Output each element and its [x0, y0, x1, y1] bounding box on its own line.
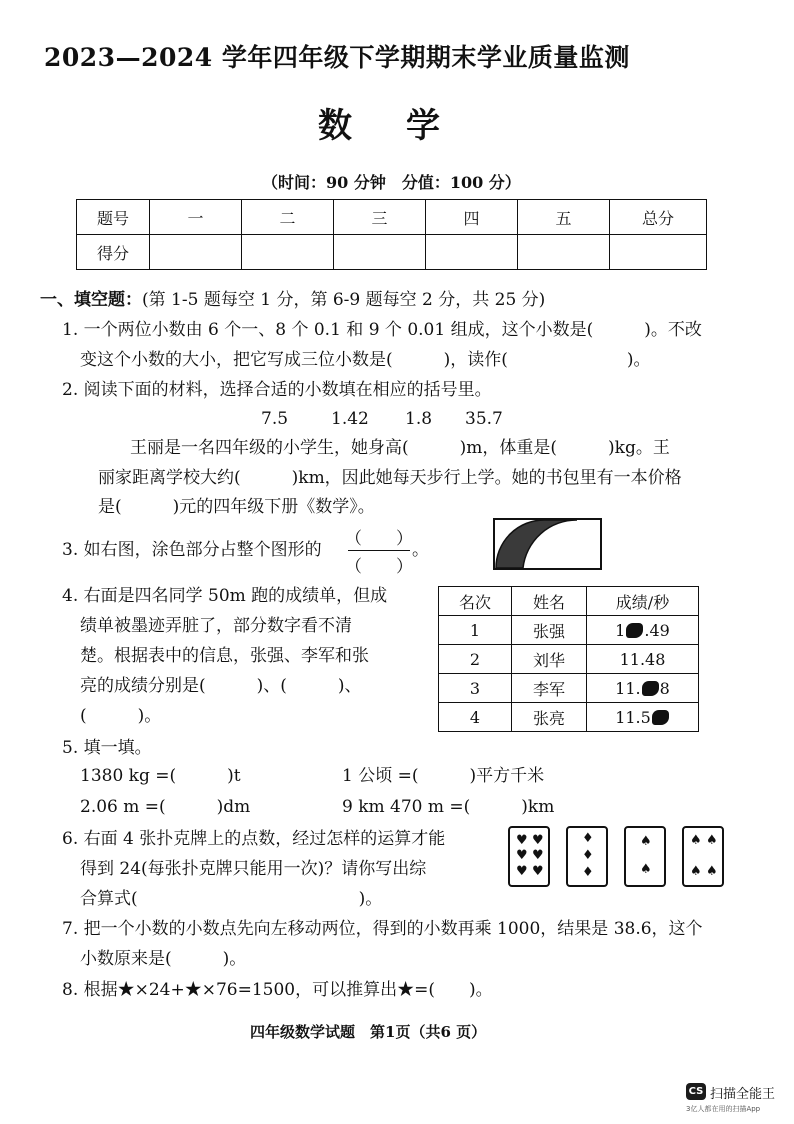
race-time-visible: .49	[644, 620, 670, 640]
ink-blot	[626, 623, 643, 638]
spade-icon: ♠	[690, 833, 702, 848]
conversion-item: 9 km 470 m =( )km	[342, 797, 555, 817]
scanner-logo-icon: CS	[686, 1083, 706, 1100]
race-time	[587, 616, 699, 645]
question-4-line: 4. 右面是四名同学 50m 跑的成绩单，但成	[62, 586, 388, 606]
race-time-visible: 1	[615, 620, 626, 640]
score-table-score-row	[77, 235, 707, 270]
question-1-line-1: 1. 一个两位小数由 6 个一、8 个 0.1 和 9 个 0.01 组成，这个小数是( )。不改	[62, 320, 702, 340]
section-heading	[40, 290, 545, 310]
fraction-answer	[344, 524, 414, 577]
question-2-prompt: 2. 阅读下面的材料，选择合适的小数填在相应的括号里。	[62, 380, 492, 400]
race-header-cell: 姓名	[512, 587, 587, 616]
question-6-line: 6. 右面 4 张扑克牌上的点数，经过怎样的运算才能	[62, 829, 446, 849]
score-cell	[518, 235, 610, 270]
score-cell	[150, 235, 242, 270]
question-2-passage-line: 王丽是一名四年级的小学生，她身高( )m，体重是( )kg。王	[130, 438, 670, 458]
question-4-line: ( )。	[80, 706, 162, 726]
score-cell	[610, 235, 707, 270]
score-cell	[334, 235, 426, 270]
spade-icon: ♠	[706, 833, 718, 848]
question-3-prompt: 3. 如右图，涂色部分占整个图形的	[62, 540, 322, 560]
question-3-end: 。	[412, 540, 429, 560]
race-rank: 2	[439, 645, 512, 674]
race-time	[587, 674, 699, 703]
heart-icon: ♥	[516, 833, 528, 848]
decimal-option: 1.42	[331, 409, 369, 429]
page-footer: 四年级数学试题 第1页（共6 页）	[250, 1023, 487, 1041]
race-results-table	[438, 586, 699, 732]
spade-icon: ♠	[690, 864, 702, 879]
race-table-row	[439, 703, 699, 732]
question-4-line: 楚。根据表中的信息，张强、李军和张	[80, 646, 369, 666]
race-time-visible: 8	[659, 678, 670, 698]
question-5-heading: 5. 填一填。	[62, 738, 152, 758]
question-4-line: 亮的成绩分别是( )、( )、	[80, 676, 362, 696]
fraction-bar	[348, 550, 410, 551]
conversion-item: 1380 kg =( )t	[80, 766, 241, 786]
question-8-line: 8. 根据★×24+★×76=1500，可以推算出★=( )。	[62, 980, 493, 1000]
heart-icon: ♥	[532, 864, 544, 879]
ink-blot	[642, 681, 659, 696]
score-table-header-row	[77, 200, 707, 235]
question-6-line: 合算式( )。	[80, 889, 383, 909]
race-rank: 1	[439, 616, 512, 645]
exam-duration: （时间：90 分钟 分值：100 分）	[262, 173, 521, 192]
heart-icon: ♥	[532, 848, 544, 863]
score-table	[76, 199, 707, 270]
exam-title: 2023—2024 学年四年级下学期期末学业质量监测	[44, 43, 630, 72]
race-name: 张亮	[512, 703, 587, 732]
subject-title: 数学	[318, 106, 494, 146]
playing-card-four	[682, 826, 724, 887]
score-cell	[242, 235, 334, 270]
question-2-passage-line: 是( )元的四年级下册《数学》。	[98, 497, 375, 517]
playing-card-two	[624, 826, 666, 887]
race-table-header	[439, 587, 699, 616]
race-rank: 3	[439, 674, 512, 703]
spade-icon: ♠	[640, 862, 652, 877]
score-cell	[426, 235, 518, 270]
race-time	[587, 703, 699, 732]
shaded-figure	[493, 518, 602, 570]
score-header-cell: 二	[242, 200, 334, 235]
heart-icon: ♥	[516, 848, 528, 863]
section-title: 一、填空题：	[40, 290, 142, 310]
diamond-icon: ♦	[582, 831, 594, 846]
decimal-option: 1.8	[405, 409, 433, 429]
race-table-row	[439, 674, 699, 703]
race-header-cell: 成绩/秒	[587, 587, 699, 616]
score-header-cell: 总分	[610, 200, 707, 235]
question-6-line: 得到 24(每张扑克牌只能用一次)？请你写出综	[80, 859, 427, 879]
fraction-numerator: （ ）	[345, 529, 413, 549]
race-name: 张强	[512, 616, 587, 645]
heart-icon: ♥	[516, 864, 528, 879]
fraction-denominator: （ ）	[345, 557, 413, 577]
diamond-icon: ♦	[582, 848, 594, 863]
playing-card-three	[566, 826, 608, 887]
score-header-cell: 五	[518, 200, 610, 235]
question-2-passage-line: 丽家距离学校大约( )km，因此她每天步行上学。她的书包里有一本价格	[98, 468, 682, 488]
race-name: 李军	[512, 674, 587, 703]
diamond-icon: ♦	[582, 865, 594, 880]
question-7-line: 小数原来是( )。	[80, 949, 247, 969]
decimal-option: 7.5	[261, 409, 289, 429]
question-7-line: 7. 把一个小数的小数点先向左移动两位，得到的小数再乘 1000，结果是 38.6，这个	[62, 919, 703, 939]
score-header-cell: 三	[334, 200, 426, 235]
race-header-cell: 名次	[439, 587, 512, 616]
score-row-label: 得分	[77, 235, 150, 270]
decimal-option: 35.7	[465, 409, 503, 429]
spade-icon: ♠	[640, 834, 652, 849]
race-time: 11.48	[587, 645, 699, 674]
scanner-tagline: 3亿人都在用的扫描App	[686, 1105, 761, 1113]
race-time-visible: 11.	[615, 678, 641, 698]
scanner-logo-text: 扫描全能王	[710, 1087, 776, 1102]
spade-icon: ♠	[706, 864, 718, 879]
ink-blot	[652, 710, 669, 725]
conversion-item: 1 公顷 =( )平方千米	[342, 766, 545, 786]
question-1-line-2: 变这个小数的大小，把它写成三位小数是( )，读作( )。	[80, 350, 651, 370]
heart-icon: ♥	[532, 833, 544, 848]
score-header-cell: 题号	[77, 200, 150, 235]
race-table-row	[439, 645, 699, 674]
playing-card-six	[508, 826, 550, 887]
race-table-row	[439, 616, 699, 645]
section-note: (第 1-5 题每空 1 分，第 6-9 题每空 2 分，共 25 分)	[142, 290, 546, 310]
conversion-item: 2.06 m =( )dm	[80, 797, 251, 817]
question-4-line: 绩单被墨迹弄脏了，部分数字看不清	[80, 616, 352, 636]
score-header-cell: 四	[426, 200, 518, 235]
race-name: 刘华	[512, 645, 587, 674]
race-time-visible: 11.5	[615, 707, 651, 727]
race-rank: 4	[439, 703, 512, 732]
score-header-cell: 一	[150, 200, 242, 235]
